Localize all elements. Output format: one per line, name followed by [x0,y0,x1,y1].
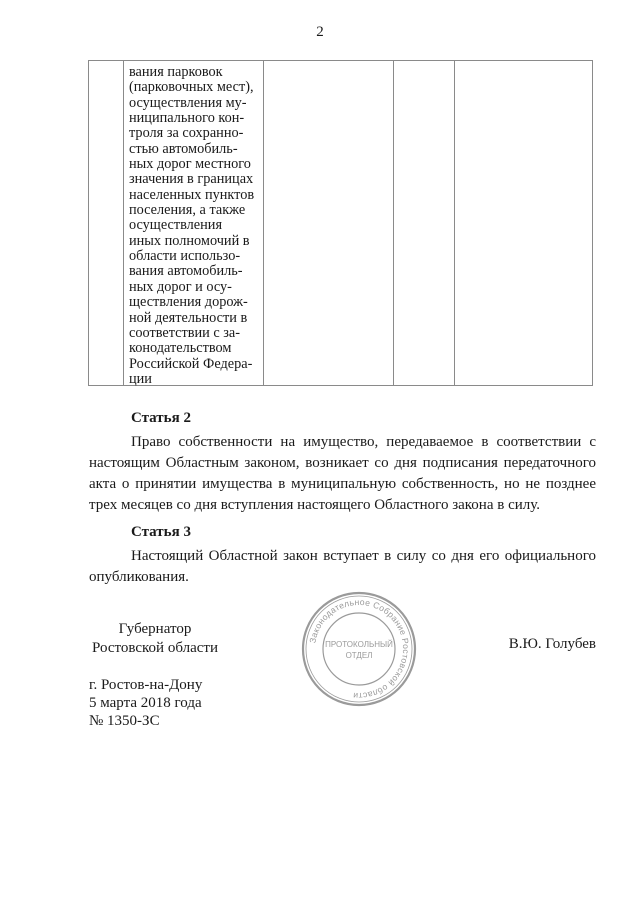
page-number: 2 [316,24,324,40]
date: 5 марта 2018 года [89,695,202,711]
signatory-title-line2: Ростовской области [92,640,218,656]
table-cell-empty [89,61,124,386]
stamp-center-line1: ПРОТОКОЛЬНЫЙ [325,640,393,649]
signatory-title [89,620,221,658]
table [88,60,593,386]
law-number: № 1350-ЗС [89,713,160,729]
signatory-title-line1: Губернатор [118,621,192,637]
city: г. Ростов-на-Дону [89,677,203,693]
article-2-text: Право собственности на имущество, передаваемое в соответствии с настоящим Областным законом, возникает со дня подписания передаточного акта о принятии имущества в муниципальную собственность, но не позднее трех месяцев со дня вступления настоящего Областного закона в силу. [89,434,596,513]
article-3-heading: Статья 3 [131,524,191,540]
table-cell-empty [264,61,394,386]
table-cell-text [124,61,264,386]
table-cell-empty [394,61,455,386]
table-cell-empty [455,61,593,386]
article-3-text: Настоящий Областной закон вступает в силу со дня его официального опубликования. [89,548,596,585]
signatory-name: В.Ю. Голубев [508,636,596,652]
article-2-heading: Статья 2 [131,410,191,426]
stamp-center-line2: ОТДЕЛ [345,651,373,660]
official-stamp [300,590,418,708]
place-date-block [89,676,202,730]
table-row [89,61,593,386]
stamp-ring-text: Законодательное Собрание Ростовской области [307,596,412,702]
table-cell-content: вания парковок (парковочных мест), осуществления му- ниципального кон- троля за сохранно- стью автомобиль- ных дорог местного значения в границах населенных пунктов поселения, а также осуществления иных полномочий в области использо- вания автомобиль- ных дорог и осу- ществления дорож- ной деятельности в соответствии с за- конодательством Российской Федера- ции [129,64,255,387]
